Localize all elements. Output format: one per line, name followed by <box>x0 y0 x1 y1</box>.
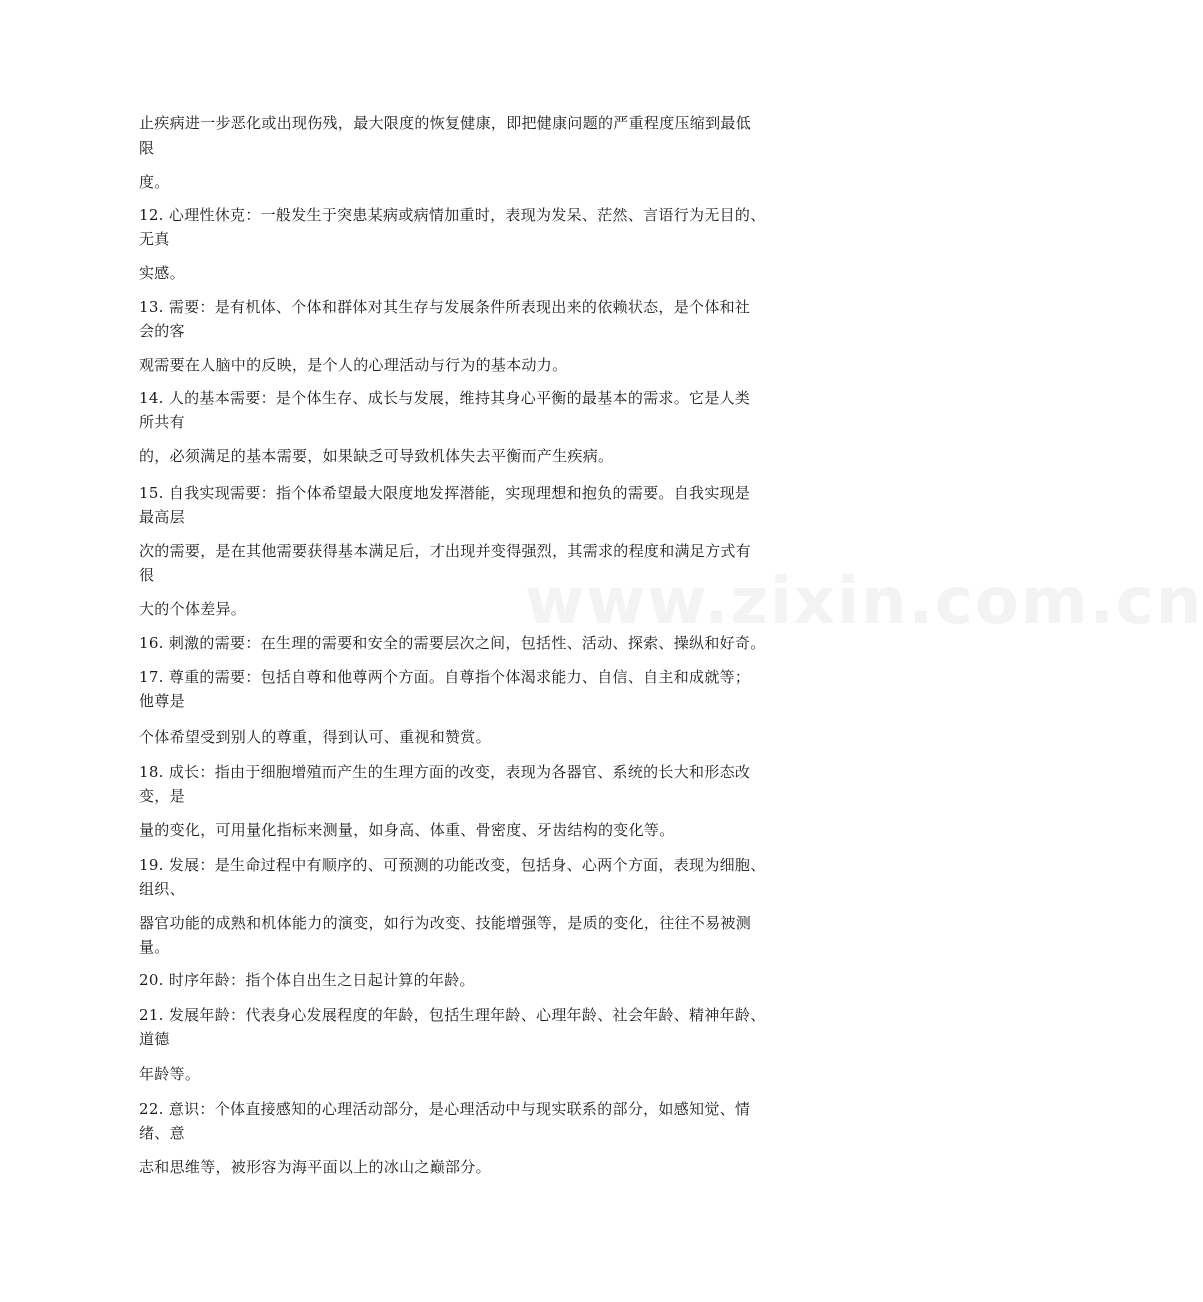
text-line: 组织、 <box>139 880 185 898</box>
watermark: www.zixin.com.cn <box>525 565 1203 639</box>
text-line: 12. 心理性休克：一般发生于突患某病或病情加重时，表现为发呆、茫然、言语行为无目的、 <box>139 206 766 224</box>
text-line: 17. 尊重的需要：包括自尊和他尊两个方面。自尊指个体渴求能力、自信、自主和成就等； <box>139 668 751 686</box>
text-line: 最高层 <box>139 508 185 526</box>
text-line: 观需要在人脑中的反映，是个人的心理活动与行为的基本动力。 <box>139 356 568 374</box>
text-line: 止疾病进一步恶化或出现伤残，最大限度的恢复健康，即把健康问题的严重程度压缩到最低 <box>139 114 752 132</box>
text-line: 度。 <box>139 173 170 191</box>
text-line: 道德 <box>139 1030 170 1048</box>
text-line: 18. 成长：指由于细胞增殖而产生的生理方面的改变，表现为各器官、系统的长大和形态改 <box>139 763 751 781</box>
text-line: 实感。 <box>139 264 185 282</box>
text-line: 22. 意识：个体直接感知的心理活动部分，是心理活动中与现实联系的部分，如感知觉、情 <box>139 1100 751 1118</box>
text-line: 20. 时序年龄：指个体自出生之日起计算的年龄。 <box>139 971 475 989</box>
text-line: 限 <box>139 139 155 157</box>
text-line: 所共有 <box>139 413 185 431</box>
text-line: 个体希望受到别人的尊重，得到认可、重视和赞赏。 <box>139 728 491 746</box>
text-line: 年龄等。 <box>139 1065 201 1083</box>
text-line: 15. 自我实现需要：指个体希望最大限度地发挥潜能，实现理想和抱负的需要。自我实现是 <box>139 484 751 502</box>
text-line: 很 <box>139 566 155 584</box>
text-line: 的，必须满足的基本需要，如果缺乏可导致机体失去平衡而产生疾病。 <box>139 447 614 465</box>
text-line: 器官功能的成熟和机体能力的演变，如行为改变、技能增强等，是质的变化，往往不易被测 <box>139 914 752 932</box>
text-line: 量的变化，可用量化指标来测量，如身高、体重、骨密度、牙齿结构的变化等。 <box>139 821 675 839</box>
text-line: 量。 <box>139 938 170 956</box>
text-line: 志和思维等，被形容为海平面以上的冰山之巅部分。 <box>139 1158 491 1176</box>
text-line: 他尊是 <box>139 692 185 710</box>
text-line: 无真 <box>139 230 170 248</box>
text-line: 21. 发展年龄：代表身心发展程度的年龄，包括生理年龄、心理年龄、社会年龄、精神年龄、 <box>139 1006 766 1024</box>
text-line: 19. 发展：是生命过程中有顺序的、可预测的功能改变，包括身、心两个方面，表现为细胞、 <box>139 856 766 874</box>
text-line: 大的个体差异。 <box>139 600 247 618</box>
text-line: 变，是 <box>139 787 185 805</box>
text-line: 绪、意 <box>139 1124 185 1142</box>
text-line: 会的客 <box>139 322 185 340</box>
text-line: 16. 刺激的需要：在生理的需要和安全的需要层次之间，包括性、活动、探索、操纵和好奇。 <box>139 634 766 652</box>
text-line: 次的需要，是在其他需要获得基本满足后，才出现并变得强烈，其需求的程度和满足方式有 <box>139 542 752 560</box>
text-line: 14. 人的基本需要：是个体生存、成长与发展，维持其身心平衡的最基本的需求。它是人类 <box>139 389 751 407</box>
text-line: 13. 需要：是有机体、个体和群体对其生存与发展条件所表现出来的依赖状态，是个体和社 <box>139 298 751 316</box>
